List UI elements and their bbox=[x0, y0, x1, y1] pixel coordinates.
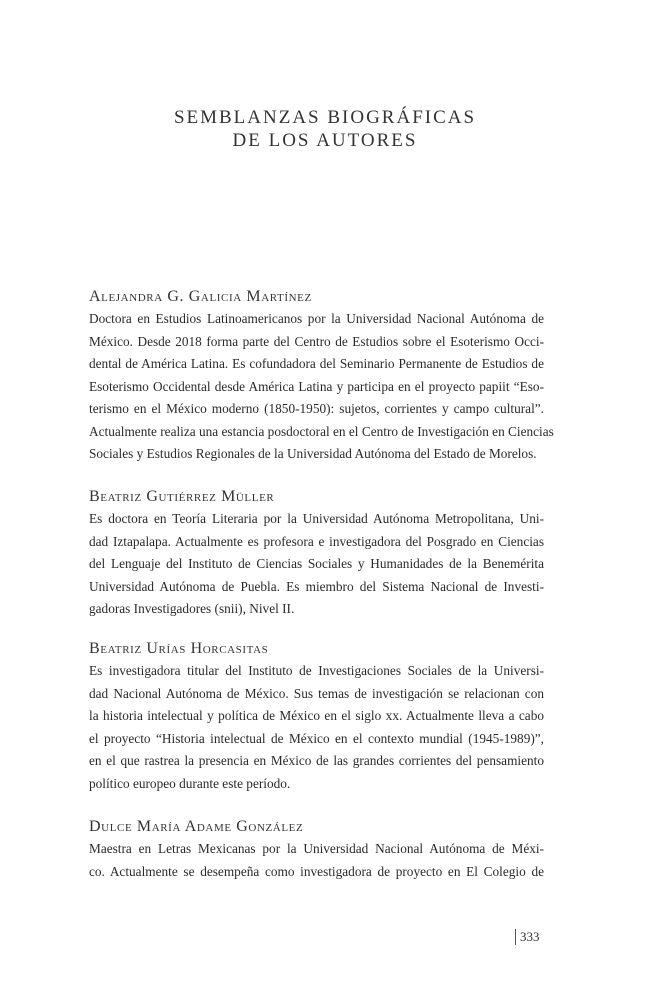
bio-line: del Lenguaje del Instituto de Ciencias Sociales y Humanidades de la Benemérita bbox=[89, 556, 544, 571]
page-title bbox=[0, 106, 650, 152]
page-title-line-1: SEMBLANZAS BIOGRÁFICAS bbox=[173, 107, 477, 128]
bio-line: Universidad Autónoma de Puebla. Es miembro del Sistema Nacional de Investi- bbox=[89, 578, 544, 594]
bio-line: terismo en el México moderno (1850-1950): sujetos, corrientes y campo cultural”. bbox=[89, 401, 544, 416]
bio-line: Doctora en Estudios Latinoamericanos por la Universidad Nacional Autónoma de bbox=[89, 311, 544, 326]
folio-rule bbox=[515, 929, 516, 945]
author-name: Dulce María Adame González bbox=[89, 818, 304, 835]
author-name: Beatriz Urías Horcasitas bbox=[89, 640, 269, 657]
page-title-line-2: DE LOS AUTORES bbox=[232, 130, 418, 151]
bio-line: Esoterismo Occidental desde América Latina y participa en el proyecto papiit “Eso- bbox=[89, 378, 544, 394]
bio-entry bbox=[89, 816, 544, 883]
bio-entry bbox=[89, 486, 544, 621]
bio-line: Sociales y Estudios Regionales de la Universidad Autónoma del Estado de Morelos. bbox=[89, 446, 537, 461]
author-name: Alejandra G. Galicia Martínez bbox=[89, 288, 312, 305]
bio-line: en el que rastrea la presencia en México de las grandes corrientes del pensamiento bbox=[89, 753, 544, 768]
bio-line: gadoras Investigadores (snii), Nivel II. bbox=[89, 601, 295, 616]
bio-line: la historia intelectual y política de México en el siglo xx. Actualmente lleva a cabo bbox=[89, 708, 544, 723]
bio-line: dad Iztapalapa. Actualmente es profesora e investigadora del Posgrado en Ciencias bbox=[89, 533, 544, 549]
bio-line: el proyecto “Historia intelectual de México en el contexto mundial (1945-1989)”, bbox=[89, 730, 544, 746]
bio-entry bbox=[89, 286, 554, 466]
bio-line: co. Actualmente se desempeña como investigadora de proyecto en El Colegio de bbox=[89, 863, 544, 879]
bio-line: Es doctora en Teoría Literaria por la Universidad Autónoma Metropolitana, Uni- bbox=[89, 511, 544, 526]
bio-entry bbox=[89, 638, 544, 795]
bio-line: político europeo durante este período. bbox=[89, 775, 291, 791]
bio-line: Es investigadora titular del Instituto de Investigaciones Sociales de la Universi- bbox=[89, 663, 544, 678]
author-name: Beatriz Gutiérrez Müller bbox=[89, 488, 275, 505]
bio-line: Maestra en Letras Mexicanas por la Universidad Nacional Autónoma de Méxi- bbox=[89, 841, 544, 856]
bio-line: México. Desde 2018 forma parte del Centro de Estudios sobre el Esoterismo Occi- bbox=[89, 333, 544, 349]
page-number-text: 333 bbox=[520, 929, 540, 944]
bio-line: dad Nacional Autónoma de México. Sus temas de investigación se relacionan con bbox=[89, 685, 544, 701]
page-number bbox=[515, 928, 540, 946]
bio-line: Actualmente realiza una estancia posdoctoral en el Centro de Investigación en Ciencias bbox=[89, 423, 554, 439]
bio-line: dental de América Latina. Es cofundadora del Seminario Permanente de Estudios de bbox=[89, 356, 544, 371]
